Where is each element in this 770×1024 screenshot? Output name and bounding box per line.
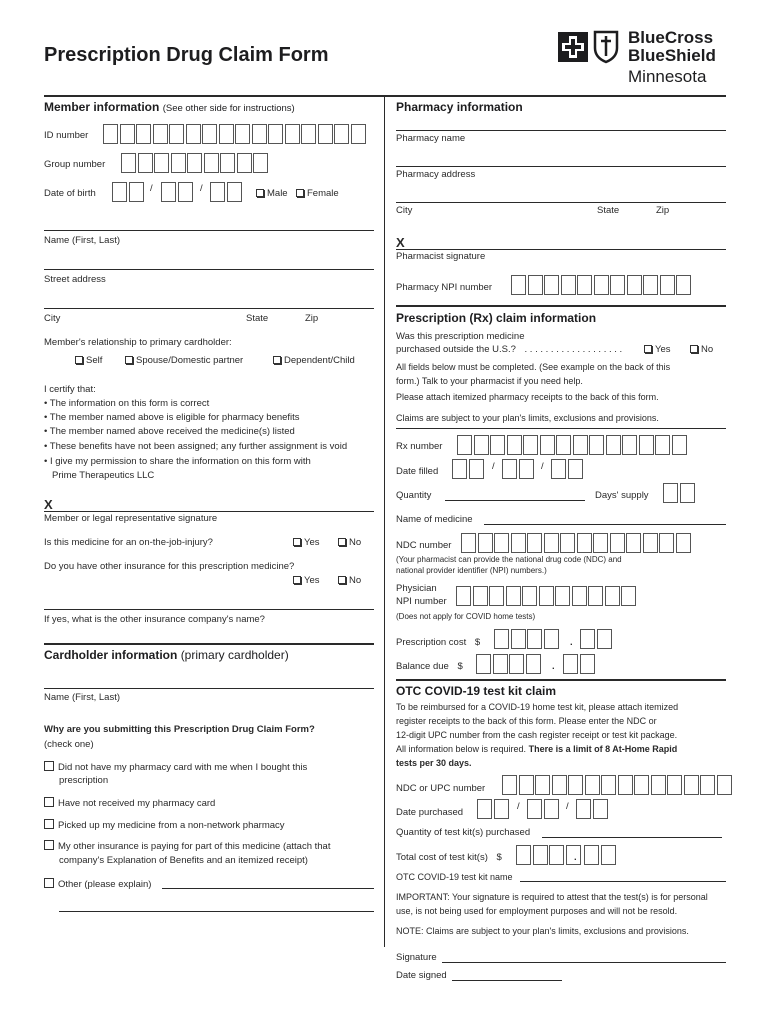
kit-name-line[interactable] <box>520 881 726 882</box>
rx-note-2: form.) Talk to your pharmacist if you need help. <box>396 376 583 386</box>
date-signed-label: Date signed <box>396 970 447 981</box>
top-rule <box>44 95 726 97</box>
qty-purchased-label: Quantity of test kit(s) purchased <box>396 827 531 838</box>
injury-no-checkbox[interactable] <box>338 538 346 546</box>
important-2: use, is not being used for employment purposes and will not be resold. <box>396 906 678 916</box>
kit-name-label: OTC COVID-19 test kit name <box>396 872 513 882</box>
total-cost-label: Total cost of test kit(s) $ <box>396 852 502 863</box>
other-ins-no-checkbox[interactable] <box>338 576 346 584</box>
important-1: IMPORTANT: Your signature is required to attest that the test(s) is for personal <box>396 892 708 902</box>
physician-label-2: NPI number <box>396 596 447 607</box>
otc-signature-line[interactable] <box>442 962 726 963</box>
reason-1[interactable]: Did not have my pharmacy card with me when I bought this <box>44 761 307 773</box>
outside-us-question-1: Was this prescription medicine <box>396 331 525 342</box>
member-heading: Member information (See other side for instructions) <box>44 100 295 114</box>
relationship-label: Member's relationship to primary cardholder: <box>44 337 232 348</box>
reason-2[interactable]: Have not received my pharmacy card <box>44 797 215 809</box>
date-filled-label: Date filled <box>396 466 439 477</box>
covid-note: (Does not apply for COVID home tests) <box>396 612 536 621</box>
member-signature-x: X <box>44 497 53 512</box>
date-purchased-month-boxes[interactable] <box>477 799 510 819</box>
total-cost-dollar-boxes[interactable] <box>516 845 582 865</box>
reason-3[interactable]: Picked up my medicine from a non-network pharmacy <box>44 819 285 831</box>
ndc-note-1: (Your pharmacist can provide the national drug code (NDC) and <box>396 555 622 564</box>
dob-slash-1: / <box>150 183 153 194</box>
logo-line3: Minnesota <box>628 67 707 86</box>
medicine-name-label: Name of medicine <box>396 514 473 525</box>
rx-note-1: All fields below must be completed. (See example on the back of this <box>396 362 671 372</box>
date-signed-line[interactable] <box>452 980 562 981</box>
quantity-label: Quantity <box>396 490 432 501</box>
reason-4[interactable]: My other insurance is paying for part of this medicine (attach that <box>44 840 330 852</box>
balance-due-cents-boxes[interactable] <box>563 654 596 674</box>
date-filled-month-boxes[interactable] <box>452 459 485 479</box>
dob-month-boxes[interactable] <box>112 182 145 202</box>
other-ins-yes[interactable]: Yes <box>293 575 320 586</box>
otc-desc-2: register receipts to the back of this form. Please enter the NDC or <box>396 716 657 726</box>
pharmacist-signature-label: Pharmacist signature <box>396 251 486 262</box>
relationship-spouse[interactable]: Spouse/Domestic partner <box>125 355 243 366</box>
ndc-upc-label: NDC or UPC number <box>396 783 486 794</box>
page-title: Prescription Drug Claim Form <box>44 44 329 66</box>
why-note: (check one) <box>44 739 94 750</box>
certify-item-3: • The member named above received the medicine(s) listed <box>44 426 295 437</box>
date-filled-day-boxes[interactable] <box>502 459 535 479</box>
column-divider <box>384 95 385 947</box>
total-cost-cents-boxes[interactable] <box>584 845 617 865</box>
date-filled-year-boxes[interactable] <box>551 459 584 479</box>
member-zip-label: Zip <box>305 313 319 324</box>
reason-1-checkbox[interactable] <box>44 761 54 771</box>
pharmacy-name-label: Pharmacy name <box>396 133 466 144</box>
pharmacy-name-line[interactable] <box>396 130 726 131</box>
otc-signature-label: Signature <box>396 952 437 963</box>
pharmacy-npi-label: Pharmacy NPI number <box>396 282 493 293</box>
rx-attach-note: Please attach itemized pharmacy receipts to the back of this form. <box>396 392 659 402</box>
balance-due-dollar-boxes[interactable] <box>476 654 542 674</box>
shield-icon <box>593 30 619 64</box>
otc-desc-5: tests per 30 days. <box>396 758 472 768</box>
pharmacist-signature-x: X <box>396 235 405 250</box>
other-insurance-name-label: If yes, what is the other insurance company's name? <box>44 614 265 625</box>
dob-year-boxes[interactable] <box>210 182 243 202</box>
pharmacy-city-line[interactable] <box>396 202 726 203</box>
prescription-cost-dot: . <box>570 637 573 648</box>
member-signature-line[interactable] <box>44 511 374 512</box>
reason-5[interactable]: Other (please explain) <box>44 878 151 890</box>
cardholder-name-label: Name (First, Last) <box>44 692 121 703</box>
balance-due-label: Balance due $ <box>396 661 463 672</box>
date-purchased-year-boxes[interactable] <box>576 799 609 819</box>
spouse-checkbox[interactable] <box>125 356 133 364</box>
prescription-cost-dollar-boxes[interactable] <box>494 629 560 649</box>
rx-limits-note: Claims are subject to your plan's limits, exclusions and provisions. <box>396 413 659 423</box>
member-name-line[interactable] <box>44 269 374 270</box>
ndc-number-label: NDC number <box>396 540 452 551</box>
date-filled-slash-2: / <box>541 461 544 472</box>
otc-heading: OTC COVID-19 test kit claim <box>396 684 557 698</box>
id-number-boxes[interactable] <box>103 124 367 144</box>
cardholder-heading: Cardholder information (primary cardholder) <box>44 648 289 662</box>
gender-female-option[interactable]: Female <box>296 188 339 199</box>
certify-item-6: Prime Therapeutics LLC <box>52 470 155 481</box>
pharmacy-zip-label: Zip <box>656 205 670 216</box>
otc-desc-3: 12-digit UPC number from the cash register receipt or test kit package. <box>396 730 678 740</box>
other-ins-yes-checkbox[interactable] <box>293 576 301 584</box>
certify-item-5: • I give my permission to share the information on this form with <box>44 456 311 467</box>
gender-male-option[interactable]: Male <box>256 188 288 199</box>
rx-number-boxes[interactable] <box>457 435 688 455</box>
reason-4-checkbox[interactable] <box>44 840 54 850</box>
rx-heading: Prescription (Rx) claim information <box>396 311 597 325</box>
dob-slash-2: / <box>200 183 203 194</box>
injury-yes[interactable]: Yes <box>293 537 320 548</box>
street-label: Street address <box>44 274 106 285</box>
rx-rule <box>396 305 726 307</box>
rx-number-label: Rx number <box>396 441 443 452</box>
dependent-checkbox[interactable] <box>273 356 281 364</box>
cardholder-name-line[interactable] <box>44 688 374 689</box>
dob-label: Date of birth <box>44 188 96 199</box>
physician-label-1: Physician <box>396 583 437 594</box>
date-filled-slash-1: / <box>492 461 495 472</box>
outside-us-no[interactable]: No <box>690 344 713 355</box>
dob-underline <box>44 230 374 231</box>
dob-day-boxes[interactable] <box>161 182 194 202</box>
why-question: Why are you submitting this Prescription Drug Claim Form? <box>44 724 315 735</box>
pharmacy-address-label: Pharmacy address <box>396 169 476 180</box>
quantity-line[interactable] <box>445 500 585 501</box>
otc-rule <box>396 679 726 681</box>
pharmacy-npi-boxes[interactable] <box>511 275 693 295</box>
injury-no[interactable]: No <box>338 537 361 548</box>
relationship-self[interactable]: Self <box>75 355 102 366</box>
other-explain-line-1[interactable] <box>162 888 374 889</box>
rx-limits-rule <box>396 428 726 429</box>
certify-label: I certify that: <box>44 384 96 395</box>
street-line[interactable] <box>44 308 374 309</box>
physician-npi-boxes[interactable] <box>456 586 638 606</box>
date-purchased-day-boxes[interactable] <box>527 799 560 819</box>
cross-icon <box>558 32 588 62</box>
pharmacy-heading: Pharmacy information <box>396 100 523 114</box>
ndc-note-2: national provider identifier (NPI) numbers.) <box>396 566 547 575</box>
prescription-cost-cents-boxes[interactable] <box>580 629 613 649</box>
member-city-label: City <box>44 313 61 324</box>
self-checkbox[interactable] <box>75 356 83 364</box>
member-state-label: State <box>246 313 269 324</box>
logo-line1: BlueCross <box>628 28 714 47</box>
date-purchased-slash-1: / <box>517 801 520 812</box>
certify-item-2: • The member named above is eligible for pharmacy benefits <box>44 412 300 423</box>
other-insurance-question: Do you have other insurance for this prescription medicine? <box>44 561 295 572</box>
injury-yes-checkbox[interactable] <box>293 538 301 546</box>
female-checkbox[interactable] <box>296 189 304 197</box>
injury-question: Is this medicine for an on-the-job-injury? <box>44 537 213 548</box>
ndc-upc-boxes[interactable] <box>502 775 733 795</box>
member-signature-label: Member or legal representative signature <box>44 513 218 524</box>
days-supply-boxes[interactable] <box>663 483 696 503</box>
other-explain-line-2[interactable] <box>59 911 374 912</box>
otc-desc-1: To be reimbursed for a COVID-19 home test kit, please attach itemized <box>396 702 679 712</box>
pharmacy-address-line[interactable] <box>396 166 726 167</box>
reason-1-cont: prescription <box>59 775 109 786</box>
prescription-cost-label: Prescription cost $ <box>396 637 481 648</box>
pharmacist-signature-line[interactable] <box>396 249 726 250</box>
days-supply-label: Days' supply <box>595 490 649 501</box>
pharmacy-city-label: City <box>396 205 413 216</box>
otc-desc-4: All information below is required. There is a limit of 8 At-Home Rapid <box>396 744 678 754</box>
pharmacy-state-label: State <box>597 205 620 216</box>
male-checkbox[interactable] <box>256 189 264 197</box>
ndc-number-boxes[interactable] <box>461 533 692 553</box>
total-cost-dot: . <box>574 852 577 863</box>
group-label: Group number <box>44 159 106 170</box>
outside-us-yes-checkbox[interactable] <box>644 345 652 353</box>
logo-line2: BlueShield <box>628 46 716 65</box>
reason-5-checkbox[interactable] <box>44 878 54 888</box>
reason-4-cont: company's Explanation of Benefits and an itemized receipt) <box>59 855 308 866</box>
cardholder-rule <box>44 643 374 645</box>
reason-2-checkbox[interactable] <box>44 797 54 807</box>
qty-purchased-line[interactable] <box>542 837 722 838</box>
certify-item-1: • The information on this form is correct <box>44 398 210 409</box>
other-ins-no[interactable]: No <box>338 575 361 586</box>
date-purchased-slash-2: / <box>566 801 569 812</box>
medicine-name-line[interactable] <box>484 524 726 525</box>
relationship-dependent[interactable]: Dependent/Child <box>273 355 355 366</box>
bcbs-logo <box>556 28 726 90</box>
outside-us-yes[interactable]: Yes <box>644 344 671 355</box>
member-name-label: Name (First, Last) <box>44 235 121 246</box>
other-insurance-line[interactable] <box>44 609 374 610</box>
group-number-boxes[interactable] <box>121 153 270 173</box>
outside-us-question-2: purchased outside the U.S.? . . . . . . . . . . . . . . . . . . . <box>396 344 623 355</box>
id-label: ID number <box>44 130 89 141</box>
date-purchased-label: Date purchased <box>396 807 464 818</box>
outside-us-no-checkbox[interactable] <box>690 345 698 353</box>
certify-item-4: • These benefits have not been assigned; any further assignment is void <box>44 441 348 452</box>
balance-due-dot: . <box>552 661 555 672</box>
reason-3-checkbox[interactable] <box>44 819 54 829</box>
otc-limits-note: NOTE: Claims are subject to your plan's limits, exclusions and provisions. <box>396 926 689 936</box>
